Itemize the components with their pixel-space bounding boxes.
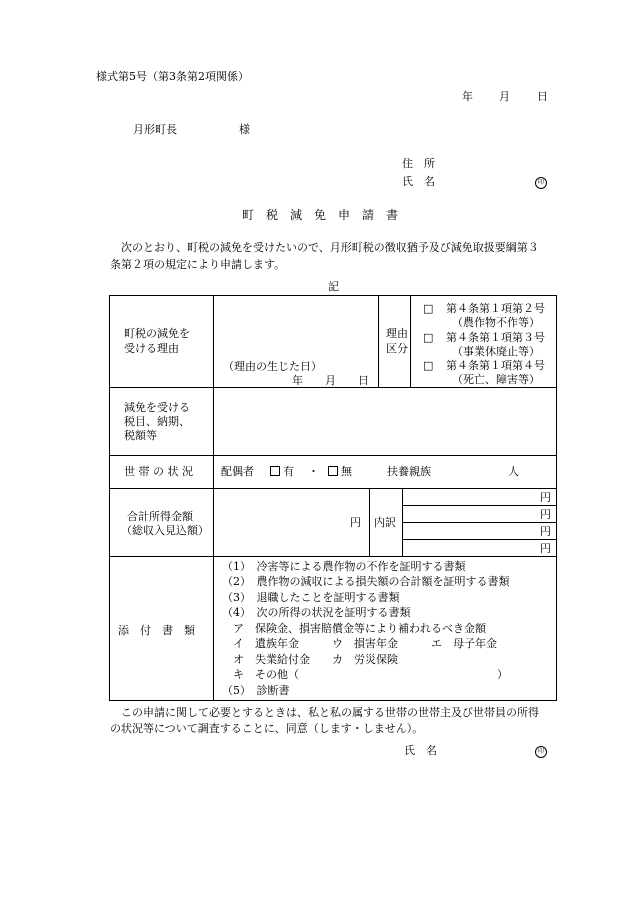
spouse-yes-option[interactable]: 有 [270, 465, 294, 478]
attachment-item: （2） 農作物の減収による損失額の合計額を証明する書類 [222, 575, 510, 588]
breakdown-label: 内訳 [374, 516, 396, 529]
attachment-item: オ 失業給付金 カ 労災保険 [222, 653, 398, 666]
consent-line-1: この申請に関して必要とするときは、私と私の属する世帯の世帯主及び世帯員の所得 [121, 706, 539, 719]
category-label-1: 理由 [386, 327, 408, 340]
spouse-no-option[interactable]: 無 [328, 465, 352, 478]
ki-label: 記 [328, 280, 339, 293]
breakdown-yen-3: 円 [540, 525, 551, 538]
address-label: 住 所 [402, 157, 435, 170]
checkbox[interactable] [270, 466, 280, 476]
attachment-item: ア 保険金、損害賠償金等により補われるべき金額 [222, 622, 486, 635]
addressee-honorific: 様 [239, 123, 250, 136]
category-label-2: 区分 [386, 342, 408, 355]
checkbox[interactable]: □ [423, 359, 434, 372]
form-number: 様式第5号（第3条第2項関係） [96, 70, 249, 83]
income-yen: 円 [350, 516, 361, 529]
option-text: 第４条第１項第４号 [446, 359, 545, 372]
breakdown-yen-1: 円 [540, 491, 551, 504]
breakdown-yen-2: 円 [540, 508, 551, 521]
checkbox[interactable]: □ [423, 302, 434, 315]
option-text: 第４条第１項第２号 [446, 302, 545, 315]
reason-label-1: 町税の減免を [124, 327, 190, 340]
attachment-item: （1） 冷害等による農作物の不作を証明する書類 [222, 560, 466, 573]
document-title: 町 税 減 免 申 請 書 [242, 208, 399, 222]
attachment-item: （3） 退職したことを証明する書類 [222, 591, 400, 604]
seal-mark: 印 [535, 177, 547, 189]
dependents-label: 扶養親族 [387, 465, 431, 478]
checkbox[interactable]: □ [423, 331, 434, 344]
option-note: （事業休廃止等） [452, 345, 540, 358]
tax-item-label-1: 減免を受ける [124, 401, 190, 414]
person-unit: 人 [508, 465, 519, 478]
intro-line-2: 条第２項の規定により申請します。 [110, 258, 286, 271]
option-note: （死亡、障害等） [452, 373, 540, 386]
income-label-1: 合計所得金額 [127, 510, 193, 523]
attachment-item: イ 遺族年金 ウ 損害年金 エ 母子年金 [222, 637, 497, 650]
attachment-item: キ その他（ ） [222, 668, 508, 681]
intro-line-1: 次のとおり、町税の減免を受けたいので、月形町税の徴収猶予及び減免取扱要綱第３ [121, 241, 539, 254]
tax-item-label-3: 税額等 [124, 429, 157, 442]
reason-label-2: 受ける理由 [124, 342, 179, 355]
tax-item-label-2: 税目、納期、 [124, 415, 190, 428]
addressee-name: 月形町長 [133, 123, 177, 136]
applicant-name-label: 氏 名 [402, 175, 435, 188]
date-month: 月 [499, 90, 510, 103]
attachment-item: （4） 次の所得の状況を証明する書類 [222, 606, 411, 619]
date-day: 日 [537, 90, 548, 103]
consent-line-2: の状況等について調査することに、同意（します・しません）。 [110, 722, 424, 735]
household-label: 世 帯 の 状 況 [124, 465, 193, 478]
income-label-2: （総収入見込額） [121, 524, 209, 537]
attachment-item: （5） 診断書 [222, 684, 290, 697]
attachments-label: 添 付 書 類 [118, 624, 195, 637]
breakdown-yen-4: 円 [540, 542, 551, 555]
spouse-label: 配偶者 [221, 465, 254, 478]
option-note: （農作物不作等） [452, 316, 540, 329]
option-text: 第４条第１項第３号 [446, 331, 545, 344]
signature-seal-mark: 印 [535, 746, 547, 758]
date-year: 年 [462, 90, 473, 103]
signature-name-label: 氏 名 [404, 744, 437, 757]
separator-dot: ・ [308, 465, 319, 478]
occurrence-date-label: （理由の生じた日） [223, 360, 322, 373]
checkbox[interactable] [328, 466, 338, 476]
occurrence-date: 年 月 日 [292, 374, 369, 387]
